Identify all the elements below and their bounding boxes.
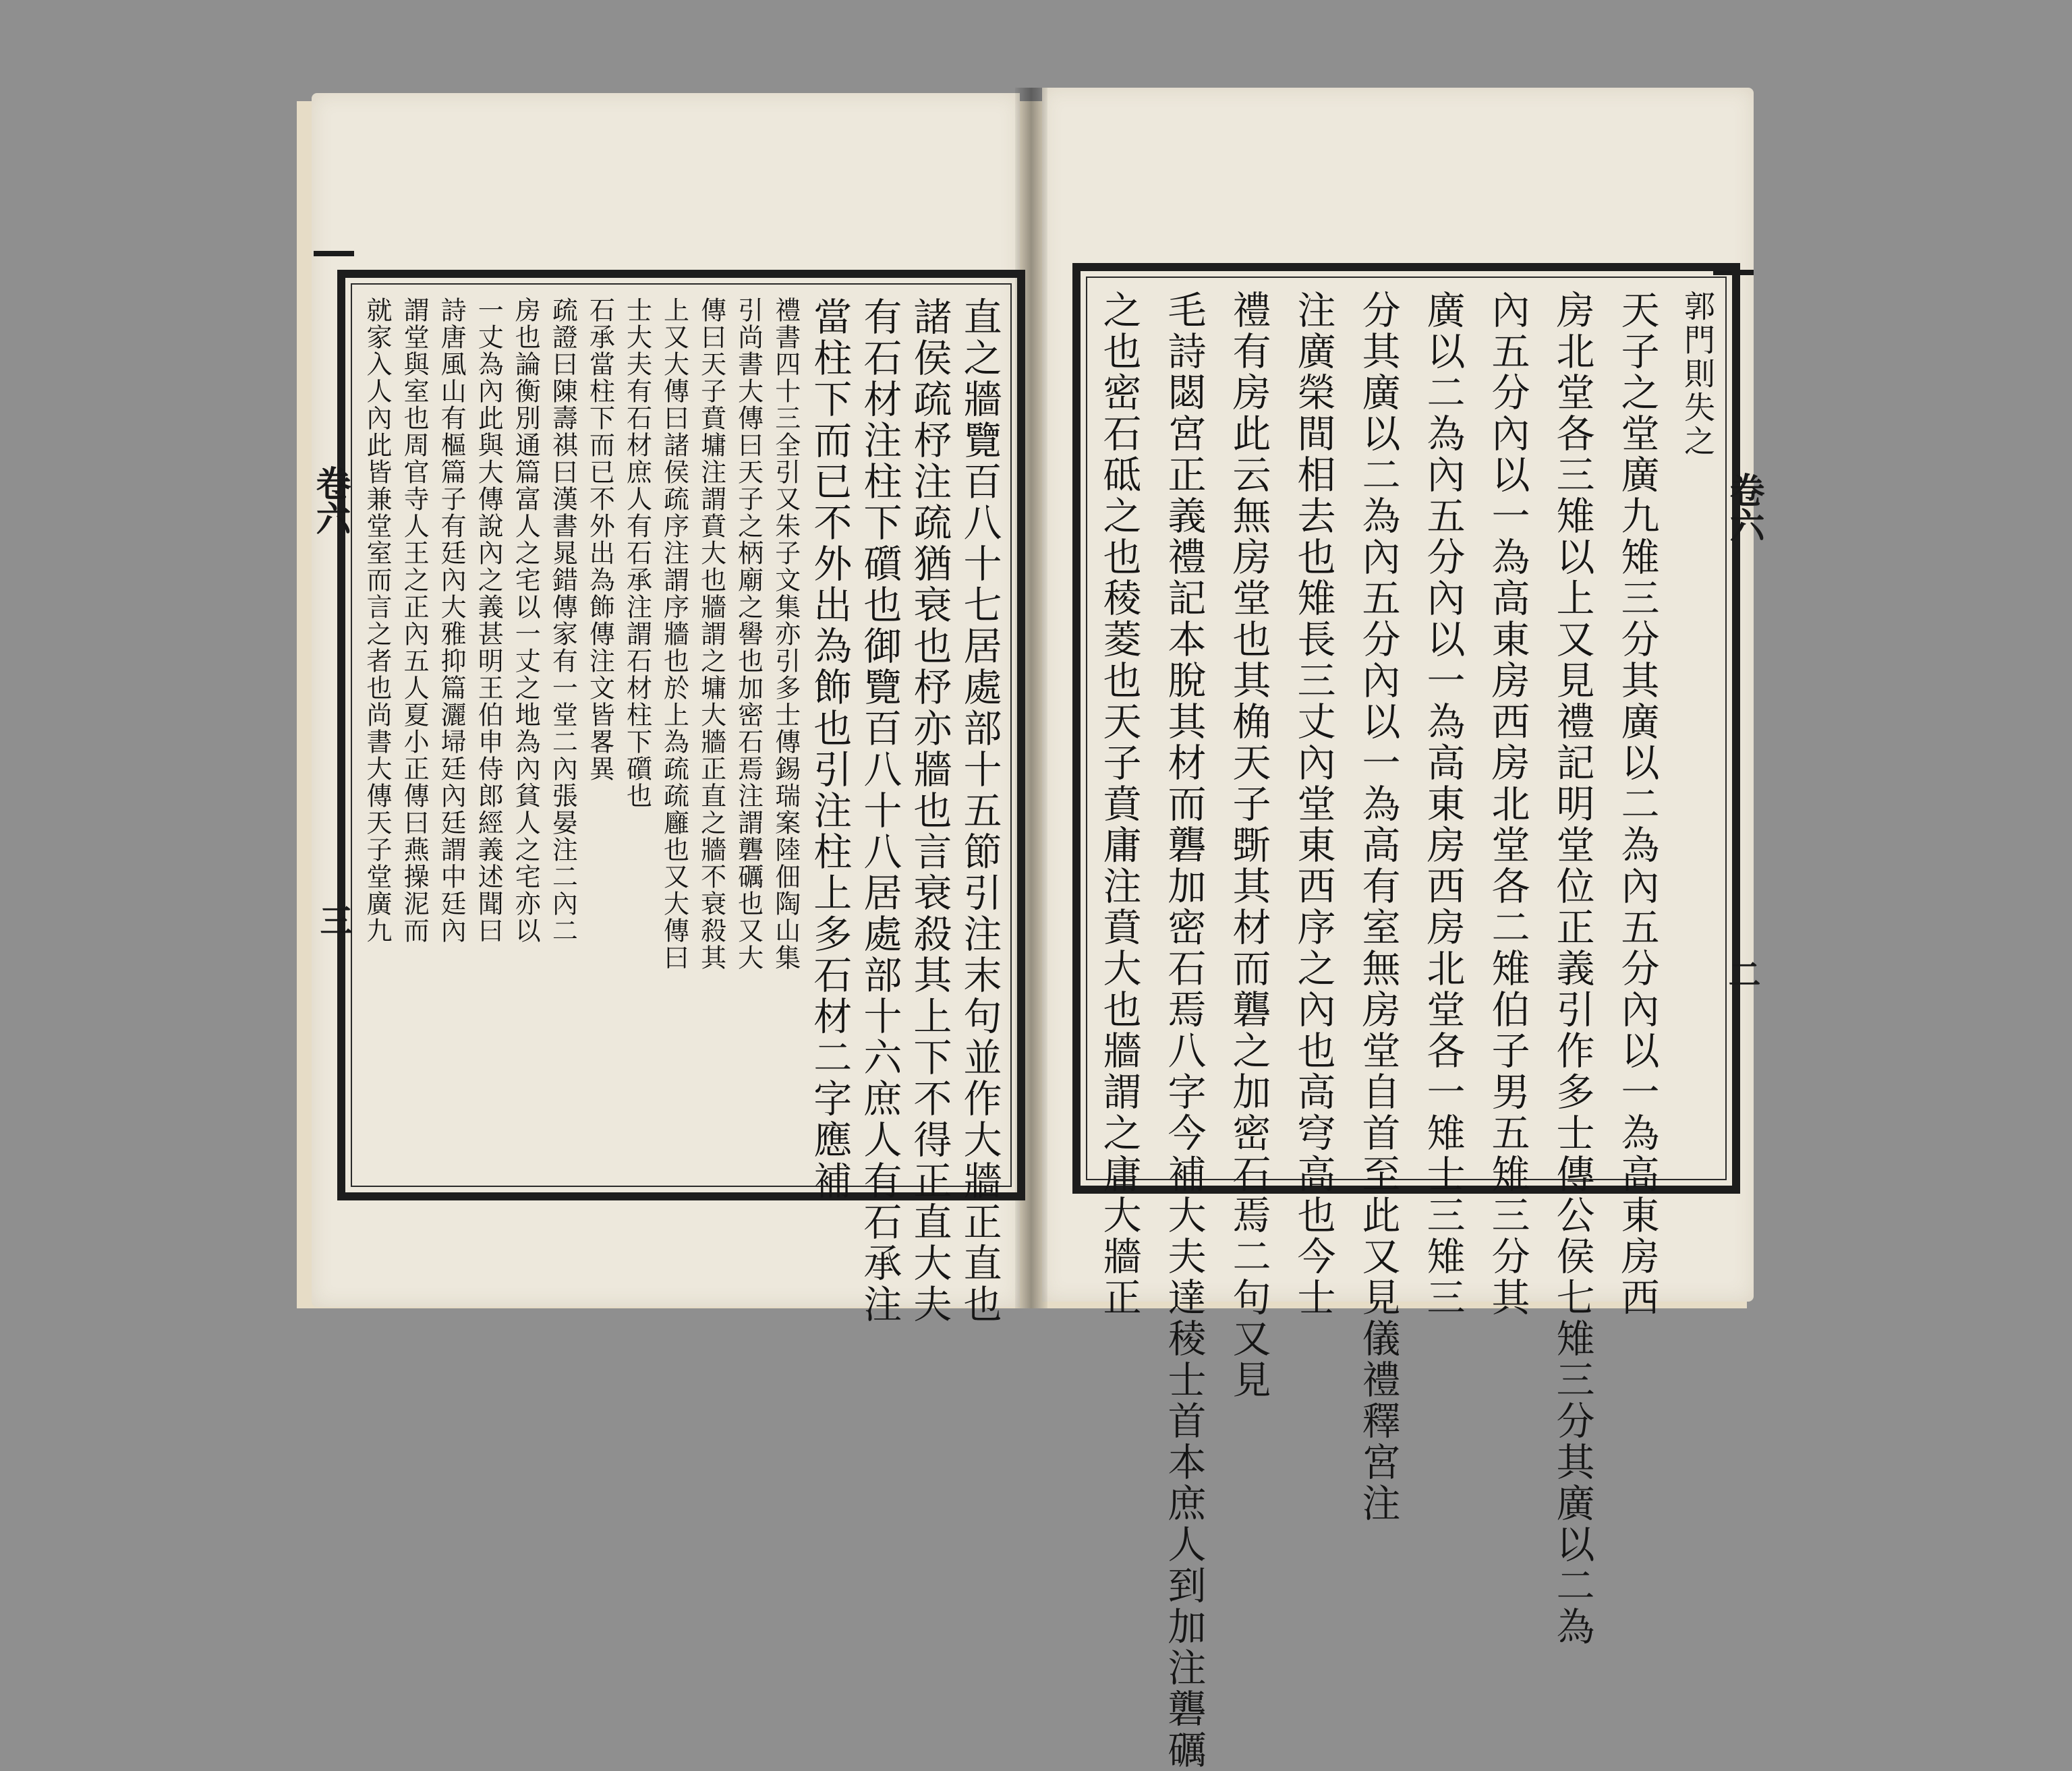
left-col-8: 上又大傳曰諸侯疏序注謂序牆也於上為疏疏廱也又大傳曰 [659, 297, 689, 971]
right-text-block [1072, 263, 1740, 1771]
left-col-11: 疏證曰陳壽祺曰漢書晁錯傳家有一堂二內張晏注二內二 [548, 297, 578, 944]
left-text-block [337, 270, 1025, 1325]
left-col-4: 當柱下而已不外出為飾也引注柱上多石材二字應補 [807, 297, 852, 1202]
right-col-2: 天子之堂廣九雉三分其廣以二為內五分內以一為高東房西 [1615, 290, 1659, 1318]
left-col-14: 詩唐風山有樞篇子有廷內大雅抑篇灑埽廷內廷謂中廷內 [436, 297, 467, 944]
right-col-3: 房北堂各三雉以上又見禮記明堂位正義引作多士傳公侯七雉三分其廣以二為 [1550, 290, 1594, 1648]
left-col-15: 謂堂與室也周官寺人王之正內五人夏小正傳曰燕操泥而 [399, 297, 430, 944]
right-col-10: 之也密石砥之也稜菱也天子賁庸注賁大也牆謂之庸大牆正 [1097, 290, 1141, 1318]
left-col-3: 有石材注柱下礩也御覽百八十八居處部十六庶人有石承注 [857, 297, 902, 1325]
left-page-number: 三 [314, 904, 352, 936]
left-columns [362, 297, 1002, 1325]
left-col-2: 諸侯疏杼注疏猶衰也杼亦牆也言衰殺其上下不得正直大夫 [906, 297, 952, 1325]
right-page-number: 二 [1723, 958, 1760, 990]
right-col-5: 廣以二為內五分內以一為高東房西房北堂各一雉士三雉三 [1420, 290, 1465, 1318]
right-volume-mark: 卷六 [1723, 472, 1764, 542]
left-col-7: 傳曰天子賁墉注謂賁大也牆謂之墉大牆正直之牆不衰殺其 [696, 297, 726, 971]
right-col-4: 內五分內以一為高東房西房北堂各二雉伯子男五雉三分其 [1485, 290, 1530, 1318]
right-col-8: 禮有房此云無房堂也其桷天子斲其材而礱之加密石焉二句又見 [1226, 290, 1271, 1401]
right-col-1: 郭門則失之 [1679, 290, 1716, 459]
left-col-16: 就家入人內此皆兼堂室而言之者也尚書大傳天子堂廣九 [362, 297, 392, 944]
left-volume-mark: 卷六 [310, 465, 351, 535]
right-columns [1097, 290, 1716, 1771]
left-edge-mark-top [314, 251, 354, 256]
left-col-6: 引尚書大傳曰天子之柄廟之嚳也加密石焉注謂礱礪也又大 [733, 297, 764, 971]
left-col-13: 一丈為內此與大傳說內之義甚明王伯申侍郎經義述聞曰 [473, 297, 504, 944]
right-col-7: 注廣榮間相去也雉長三丈內堂東西序之內也高穹高也今士 [1291, 290, 1335, 1318]
left-col-1: 直之牆覽百八十七居處部十五節引注末句並作大牆正直也 [956, 297, 1002, 1325]
left-col-12: 房也論衡別通篇富人之宅以一丈之地為內貧人之宅亦以 [511, 297, 541, 944]
left-col-5: 禮書四十三全引又朱子文集亦引多士傳錫瑞案陸佃陶山集 [770, 297, 801, 971]
left-col-9: 士大夫有石材庶人有石承注謂石材柱下礩也 [622, 297, 652, 809]
left-col-10: 石承當柱下而已不外出為飾傳注文皆畧異 [585, 297, 615, 782]
right-col-6: 分其廣以二為內五分內以一為高有室無房堂自首至此又見儀禮釋宮注 [1356, 290, 1400, 1524]
right-col-9: 毛詩閟宮正義禮記本脫其材而礱加密石焉八字今補大夫達稜士首本庶人到加注礱礪 [1161, 290, 1206, 1771]
